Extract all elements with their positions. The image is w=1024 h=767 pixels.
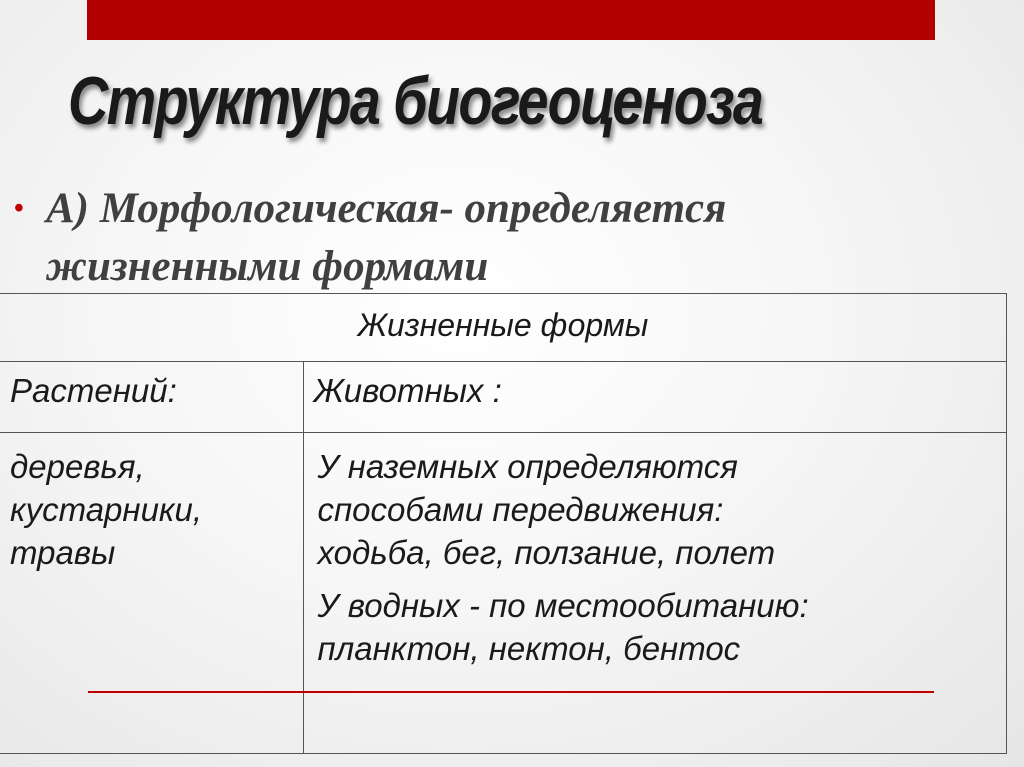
- animals-line: ходьба, бег, ползание, полет: [317, 533, 776, 571]
- bottom-accent-line: [88, 691, 934, 693]
- life-forms-table: [0, 293, 1007, 754]
- animals-line: У наземных определяются: [317, 447, 738, 485]
- plants-header: Растений:: [10, 371, 177, 409]
- animals-cell: [303, 432, 1007, 753]
- plants-header-cell: [0, 361, 303, 432]
- animals-line: планктон, нектон, бентос: [317, 629, 741, 667]
- bullet-line-1: А) Морфологическая- определяется: [46, 185, 727, 232]
- slide-title: Структура биогеоценоза: [68, 63, 763, 139]
- plants-cell: [0, 432, 303, 753]
- top-accent-bar: [87, 0, 935, 40]
- plants-line: деревья,: [10, 447, 145, 485]
- animals-line: У водных - по местообитанию:: [317, 586, 809, 624]
- bullet-line-2: жизненными формами: [46, 243, 489, 290]
- plants-line: кустарники,: [10, 490, 203, 528]
- bullet-text: [46, 180, 914, 296]
- animals-header: Животных :: [313, 371, 502, 409]
- animals-line: способами передвижения:: [317, 490, 724, 528]
- aquatic-paragraph: [318, 584, 997, 670]
- bullet-dot-icon: •: [14, 193, 24, 224]
- terrestrial-paragraph: [318, 445, 997, 574]
- animals-header-cell: [303, 361, 1007, 432]
- bullet-item: [14, 180, 914, 296]
- plants-line: травы: [10, 533, 116, 571]
- table-header: Жизненные формы: [0, 293, 1007, 361]
